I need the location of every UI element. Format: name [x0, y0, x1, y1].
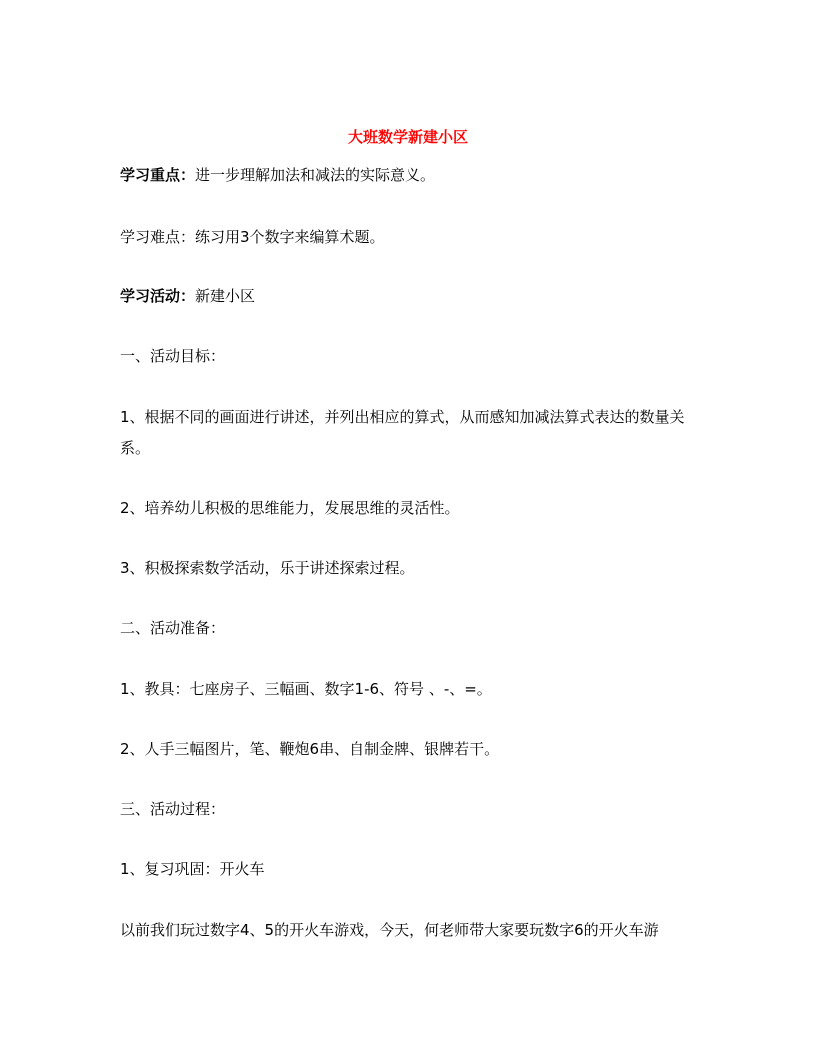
learning-focus-label: 学习重点：: [120, 166, 196, 184]
learning-focus: [120, 160, 700, 191]
learning-difficulty: 学习难点：练习用3个数字来编算术题。: [120, 228, 385, 246]
learning-activity: [120, 281, 700, 312]
preparation-item-2: 2、人手三幅图片，笔、鞭炮6串、自制金牌、银牌若干。: [120, 740, 500, 758]
goal-item-2: 2、培养幼儿积极的思维能力，发展思维的灵活性。: [120, 499, 460, 517]
section-heading-preparation: 二、活动准备：: [120, 619, 226, 637]
goal-item-1: 1、根据不同的画面进行讲述，并列出相应的算式，从而感知加减法算式表达的数量关系。: [120, 408, 685, 457]
learning-focus-text: 进一步理解加法和减法的实际意义。: [195, 166, 436, 184]
document-title: 大班数学新建小区: [347, 128, 468, 146]
preparation-item-1: 1、教具：七座房子、三幅画、数字1-6、符号 、-、=。: [120, 680, 492, 698]
learning-activity-text: 新建小区: [195, 287, 256, 305]
learning-activity-label: 学习活动：: [120, 287, 196, 305]
section-heading-process: 三、活动过程：: [120, 800, 226, 818]
process-paragraph: 以前我们玩过数字4、5的开火车游戏，今天，何老师带大家要玩数字6的开火车游: [120, 921, 659, 939]
process-item-1: 1、复习巩固：开火车: [120, 860, 265, 878]
goal-item-3: 3、积极探索数学活动，乐于讲述探索过程。: [120, 559, 415, 577]
section-heading-goals: 一、活动目标：: [120, 347, 226, 365]
